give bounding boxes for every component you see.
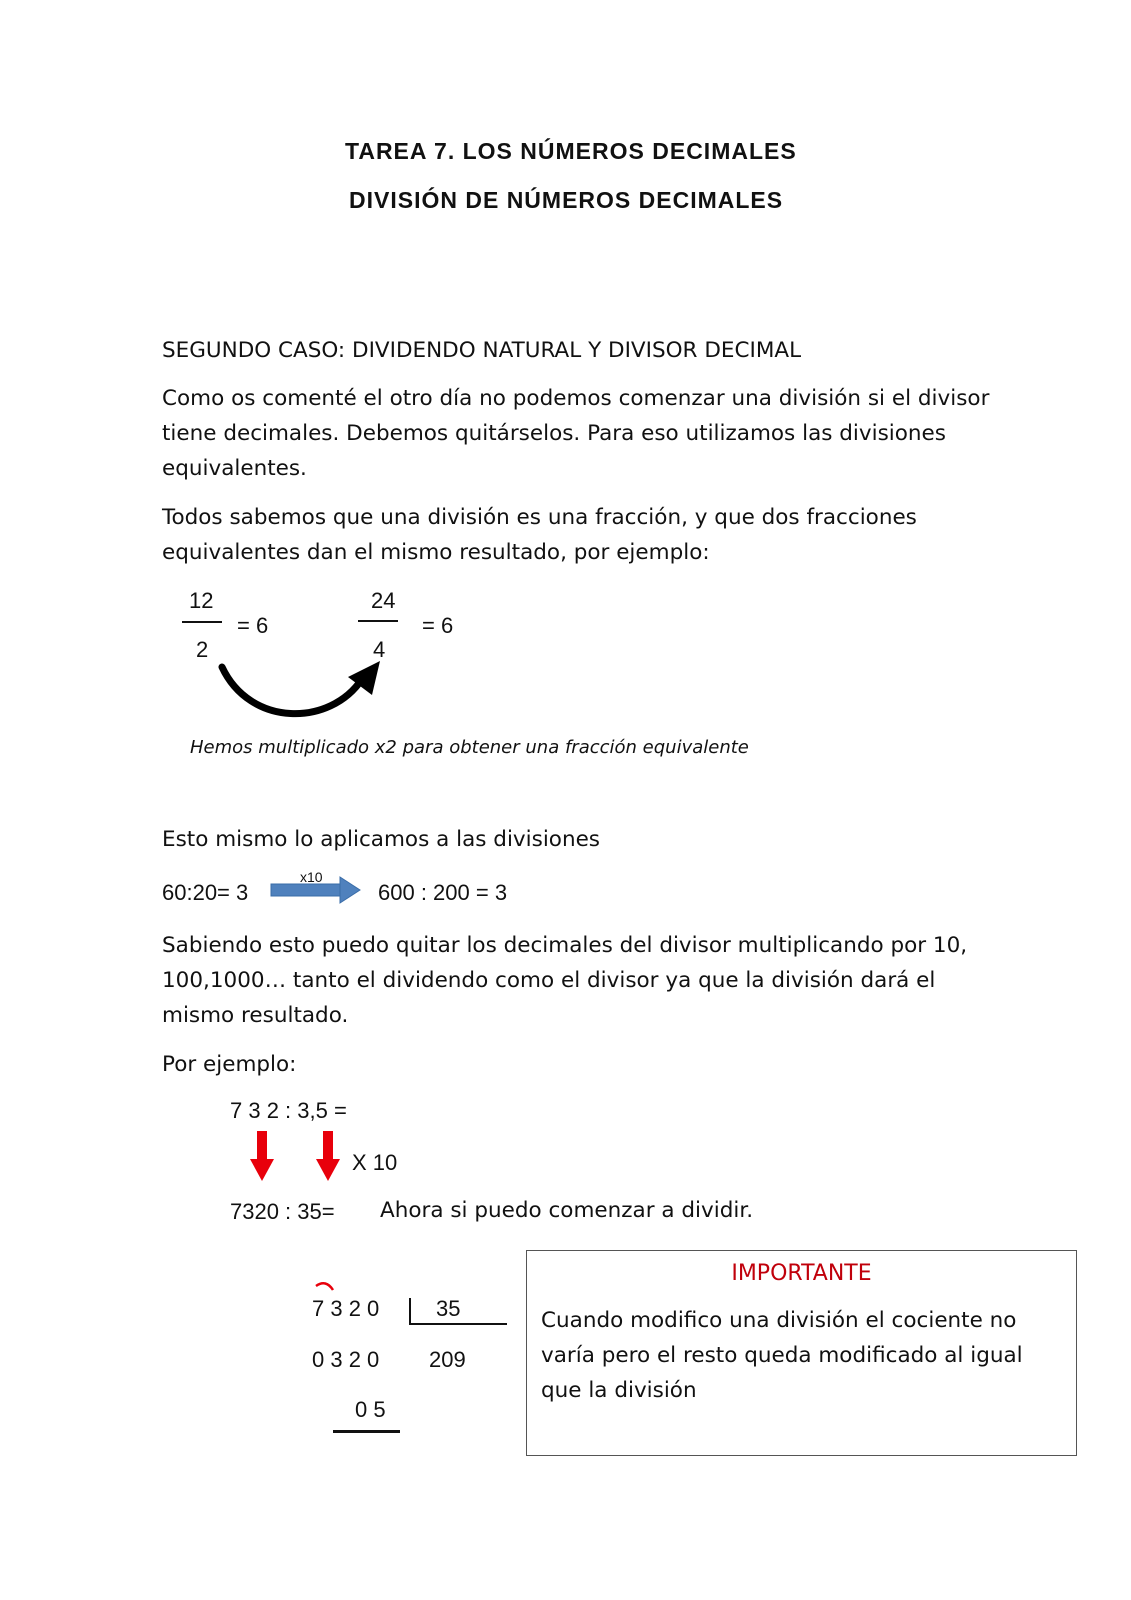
down-arrow-icon xyxy=(314,1131,342,1183)
important-note-box xyxy=(526,1250,1077,1456)
page-title: TAREA 7. LOS NÚMEROS DECIMALES xyxy=(345,138,797,164)
page-subtitle: DIVISIÓN DE NÚMEROS DECIMALES xyxy=(349,187,784,213)
fraction-1-denominator: 2 xyxy=(196,637,209,662)
quotient: 209 xyxy=(429,1347,466,1372)
dividend: 7 3 2 0 xyxy=(312,1296,380,1321)
important-note-title: IMPORTANTE xyxy=(731,1261,872,1286)
section-heading: SEGUNDO CASO: DIVIDENDO NATURAL Y DIVISOR DECIMAL xyxy=(162,338,802,363)
division-original: 60:20= 3 xyxy=(162,880,249,905)
paragraph-explanation: Sabiendo esto puedo quitar los decimales del divisor multiplicando por 10, 100,1000… tanto el dividendo como el divisor ya que la división dará el mismo resultado. xyxy=(162,933,968,1028)
carry-mark-icon xyxy=(314,1280,336,1294)
fraction-1-numerator: 12 xyxy=(189,588,214,613)
paragraph-fractions: Todos sabemos que una división es una fracción, y que dos fracciones equivalentes dan el mismo resultado, por ejemplo: xyxy=(162,505,917,565)
curved-arrow-icon xyxy=(210,655,400,727)
fraction-1-result: = 6 xyxy=(237,613,269,638)
example-comment: Ahora si puedo comenzar a dividir. xyxy=(380,1198,754,1223)
fraction-2-bar xyxy=(358,620,398,622)
fraction-2-numerator: 24 xyxy=(371,588,396,613)
division-equivalent: 600 : 200 = 3 xyxy=(378,880,508,905)
important-note-body: Cuando modifico una división el cociente no varía pero el resto queda modificado al igual que la división xyxy=(541,1308,1023,1403)
remainder: 0 5 xyxy=(355,1397,386,1422)
apply-intro: Esto mismo lo aplicamos a las divisiones xyxy=(162,827,601,852)
division-bracket-horizontal xyxy=(409,1323,507,1325)
multiply-arrow xyxy=(270,869,362,909)
paragraph-intro: Como os comenté el otro día no podemos comenzar una división si el divisor tiene decimales. Debemos quitárselos. Para eso utilizamos las divisiones equivalentes. xyxy=(162,386,990,481)
example-converted: 7320 : 35= xyxy=(230,1199,335,1224)
divisor: 35 xyxy=(436,1296,461,1321)
arrow-label: x10 xyxy=(300,869,323,885)
example-original: 7 3 2 : 3,5 = xyxy=(230,1098,347,1123)
down-arrow-icon xyxy=(248,1131,276,1183)
example-label: Por ejemplo: xyxy=(162,1052,297,1077)
fraction-2-result: = 6 xyxy=(422,613,454,638)
fraction-2-denominator: 4 xyxy=(373,637,386,662)
partial-dividend: 0 3 2 0 xyxy=(312,1347,380,1372)
division-bracket-vertical xyxy=(409,1298,411,1324)
example-factor: X 10 xyxy=(352,1150,398,1175)
remainder-underline xyxy=(333,1430,400,1433)
fraction-1-bar xyxy=(182,621,222,623)
fraction-caption: Hemos multiplicado x2 para obtener una fracción equivalente xyxy=(190,737,749,758)
